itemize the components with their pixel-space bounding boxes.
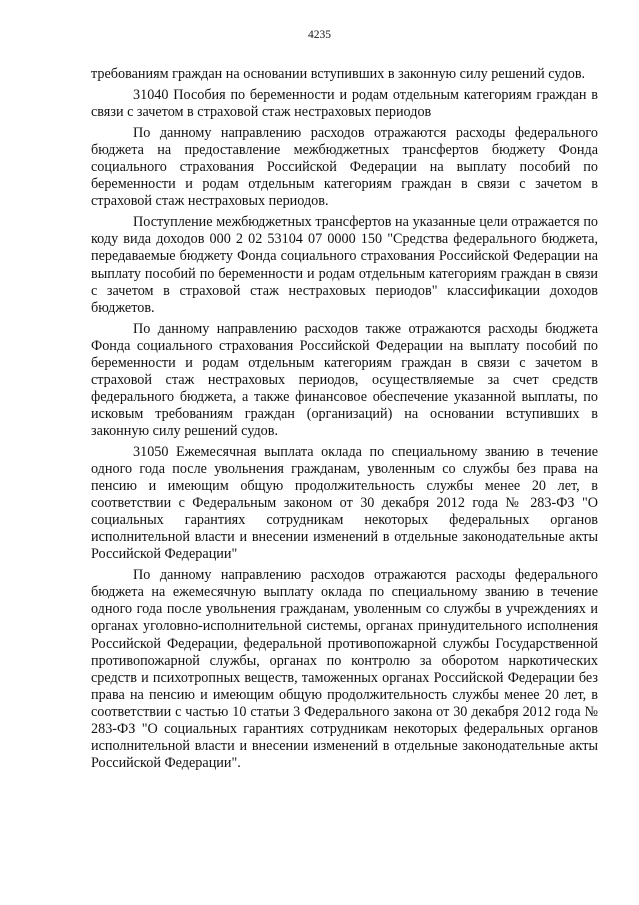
- paragraph-31040-transfers: Поступление межбюджетных трансфертов на указанные цели отражается по коду вида доходов 000 2 02 53104 07 0000 150 "Средства федерального бюджета, передаваемые бюджету Фонда социального страхования Российской Федерации на выплату пособий по беременности и родам отдельным категориям граждан в связи с зачетом в страховой стаж нестраховых периодов" классификации доходов бюджетов.: [91, 214, 598, 316]
- page-number: 4235: [308, 29, 331, 41]
- paragraph-31040-fund-expenses: По данному направлению расходов также отражаются расходы бюджета Фонда социального страхования Российской Федерации на выплату пособий по беременности и родам отдельным категориям граждан в связи с зачетом в страховой стаж нестраховых периодов, осуществляемые за счет средств федерального бюджета, а также финансовое обеспечение указанной выплаты, по исковым требованиям граждан (организаций) на основании вступивших в законную силу решений судов.: [91, 320, 598, 439]
- paragraph-31050-expenses: По данному направлению расходов отражаются расходы федерального бюджета на ежемесячную выплату оклада по специальному званию в течение одного года после увольнения гражданам, уволенным со службы в учреждениях и органах уголовно-исполнительной системы, органах принудительного исполнения Российской Федерации, федеральной противопожарной службы Государственной противопожарной службы, органах по контролю за оборотом наркотических средств и психотропных веществ, таможенных органах Российской Федерации без права на пенсию и имеющим общую продолжительность службы менее 20 лет, в соответствии с частью 10 статьи 3 Федерального закона от 30 декабря 2012 года № 283-ФЗ "О социальных гарантиях сотрудникам некоторых федеральных органов исполнительной власти и внесении изменений в отдельные законодательные акты Российской Федерации".: [91, 567, 598, 771]
- paragraph-31040-expenses: По данному направлению расходов отражаются расходы федерального бюджета на предоставление межбюджетных трансфертов бюджету Фонда социального страхования Российской Федерации на выплату пособий по беременности и родам отдельным категориям граждан в связи с зачетом в страховой стаж нестраховых периодов.: [91, 125, 598, 210]
- section-heading-31050: 31050 Ежемесячная выплата оклада по специальному званию в течение одного года после увольнения гражданам, уволенным со службы без права на пенсию и имеющим общую продолжительность службы менее 20 лет, в соответствии с Федеральным законом от 30 декабря 2012 года № 283-ФЗ "О социальных гарантиях сотрудникам некоторых федеральных органов исполнительной власти и внесении изменений в отдельные законодательные акты Российской Федерации": [91, 443, 598, 563]
- section-heading-31040: 31040 Пособия по беременности и родам отдельным категориям граждан в связи с зачетом в страховой стаж нестраховых периодов: [91, 87, 598, 121]
- document-body: [91, 66, 598, 776]
- paragraph-continuation: требованиям граждан на основании вступивших в законную силу решений судов.: [91, 66, 586, 82]
